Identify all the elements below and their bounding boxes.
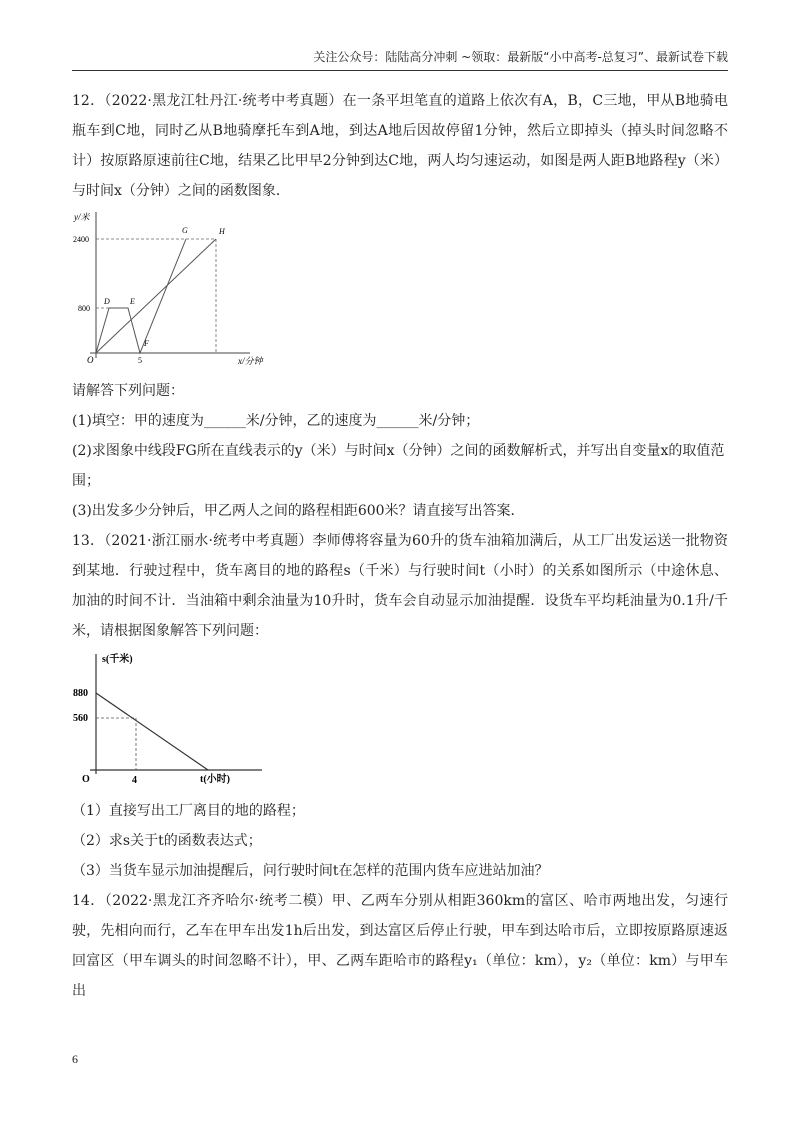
- q12-point-H: H: [219, 227, 225, 236]
- page-number: 6: [72, 1052, 78, 1066]
- q12-xlabel: x/分钟: [238, 356, 263, 366]
- q12-polyline-ODEFG: [96, 239, 186, 353]
- q13-part-1: （1）直接写出工厂离目的地的路程；: [72, 803, 305, 819]
- q12-figure: [72, 206, 302, 376]
- q13-xlabel: t(小时): [200, 774, 230, 785]
- q12-point-E: E: [130, 297, 135, 306]
- q14-stem: 14．（2022·黑龙江齐齐哈尔·统考二模）甲、乙两车分别从相距360km的富区、哈市两地出发，匀速行驶，先相向而行，乙车在甲车出发1h后出发，到达富区后停止行驶，甲车到达哈市后，立即按原路原速返回富区（甲车调头的时间忽略不计），甲、乙两车距哈市的路程y₁（单位：km），y₂（单位：km）与甲车出: [72, 893, 728, 999]
- q12-line-OH: [96, 239, 216, 353]
- q13-line: [96, 693, 208, 770]
- q12-point-D: D: [104, 297, 110, 306]
- q13-ylabel: s(千米): [102, 654, 133, 665]
- q12-ytick-800: 800: [78, 304, 90, 313]
- q12-part-3: (3)出发多少分钟后，甲乙两人之间的路程相距600米？请直接写出答案．: [72, 503, 525, 519]
- q13-part-3: （3）当货车显示加油提醒后，问行驶时间t在怎样的范围内货车应进站加油？: [72, 863, 549, 879]
- q13-ytick-560: 560: [73, 713, 88, 724]
- q12-point-F: F: [144, 339, 149, 348]
- q12-ylabel: y/米: [74, 212, 90, 222]
- q13-xtick-4: 4: [132, 775, 137, 786]
- q12-part-1: (1)填空：甲的速度为______米/分钟，乙的速度为______米/分钟；: [72, 413, 480, 429]
- q13-part-2: （2）求s关于t的函数表达式；: [72, 833, 262, 849]
- q12-xtick-5: 5: [138, 356, 142, 365]
- page-header: 关注公众号：陆陆高分冲刺 ~领取：最新版“小中高考-总复习”、最新试卷下载: [72, 48, 728, 71]
- q12-point-G: G: [182, 226, 188, 235]
- q12-part-2: (2)求图象中线段FG所在直线表示的y（米）与时间x（分钟）之间的函数解析式，并写出自变量x的取值范围；: [72, 443, 725, 489]
- q13-origin: O: [82, 774, 90, 785]
- page-content: [72, 86, 728, 1006]
- q13-ytick-880: 880: [73, 688, 88, 699]
- q13-stem: 13．（2021·浙江丽水·统考中考真题）李师傅将容量为60升的货车油箱加满后，从工厂出发运送一批物资到某地．行驶过程中，货车离目的地的路程s（千米）与行驶时间t（小时）的关系如图所示（中途休息、加油的时间不计．当油箱中剩余油量为10升时，货车会自动显示加油提醒．设货车平均耗油量为0.1升/千米，请根据图象解答下列问题：: [72, 533, 728, 639]
- q12-origin: O: [87, 355, 94, 365]
- q13-figure: [72, 646, 282, 796]
- q12-prompt: 请解答下列问题：: [72, 383, 184, 399]
- q12-stem: 12．（2022·黑龙江牡丹江·统考中考真题）在一条平坦笔直的道路上依次有A，B，C三地，甲从B地骑电瓶车到C地，同时乙从B地骑摩托车到A地，到达A地后因故停留1分钟，然后立即掉头（掉头时间忽略不计）按原路原速前往C地，结果乙比甲早2分钟到达C地，两人均匀速运动，如图是两人距B地路程y（米）与时间x（分钟）之间的函数图象．: [72, 93, 728, 199]
- q12-ytick-2400: 2400: [73, 235, 89, 244]
